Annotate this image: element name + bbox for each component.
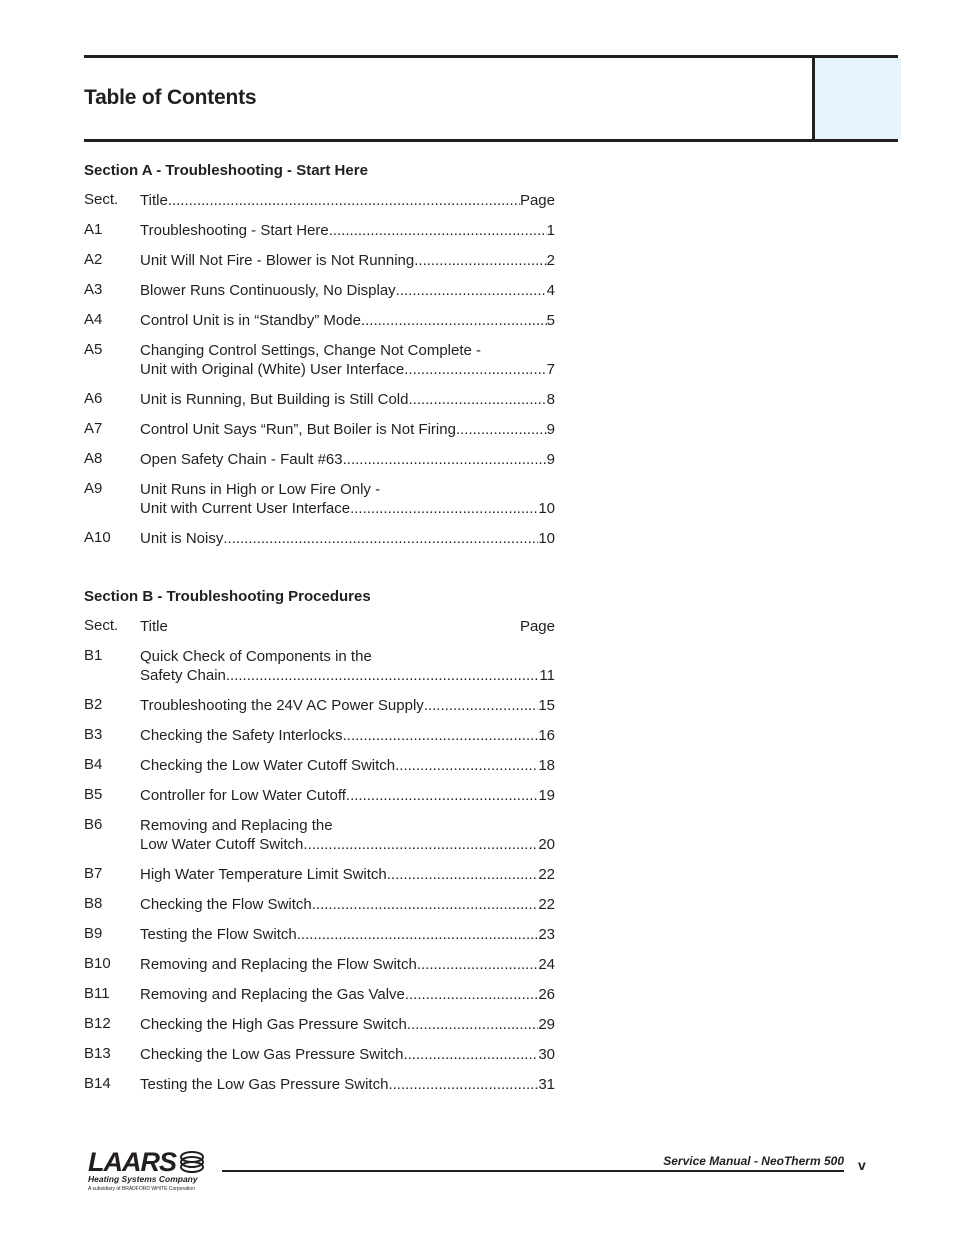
toc-entry xyxy=(84,251,555,270)
toc-entry-title xyxy=(140,311,555,330)
toc-entry-page: 19 xyxy=(538,787,555,804)
toc-entry-text: Quick Check of Components in the xyxy=(140,648,372,665)
footer-rule xyxy=(222,1170,844,1172)
toc-entry-sect: B3 xyxy=(84,726,103,743)
toc-entry-text: Open Safety Chain - Fault #63 xyxy=(140,451,343,468)
header-tab-box xyxy=(812,58,901,139)
toc-entry-title xyxy=(140,450,555,469)
toc-entry-line xyxy=(140,895,555,914)
section-b-toc xyxy=(84,617,555,1105)
dot-leader xyxy=(303,835,538,854)
toc-entry-title xyxy=(140,390,555,409)
toc-entry-page: 10 xyxy=(538,530,555,547)
toc-entry-title xyxy=(140,420,555,439)
toc-entry-text: Troubleshooting the 24V AC Power Supply xyxy=(140,697,424,714)
toc-entry-sect: A4 xyxy=(84,311,103,328)
toc-entry-line xyxy=(140,726,555,745)
dot-leader xyxy=(350,499,538,518)
toc-entry-title xyxy=(140,786,555,805)
toc-entry-page: 1 xyxy=(546,222,555,239)
toc-entry-line xyxy=(140,341,555,360)
toc-header-line xyxy=(140,191,555,210)
toc-entry-title xyxy=(140,647,555,685)
title-column-header: Title xyxy=(140,192,168,209)
toc-entry-sect: A9 xyxy=(84,480,103,497)
toc-entry-sect: A3 xyxy=(84,281,103,298)
toc-entry xyxy=(84,1075,555,1094)
toc-entry-text: Checking the Low Water Cutoff Switch xyxy=(140,757,396,774)
toc-header-entry xyxy=(140,191,555,210)
toc-entry xyxy=(84,726,555,745)
toc-entry-line xyxy=(140,1075,555,1094)
dot-leader xyxy=(396,281,547,300)
toc-entry xyxy=(84,925,555,944)
toc-entry-text: Checking the Flow Switch xyxy=(140,896,312,913)
toc-entry-text: Checking the High Gas Pressure Switch xyxy=(140,1016,407,1033)
toc-entry-text: Control Unit Says “Run”, But Boiler is Not Firing xyxy=(140,421,456,438)
toc-entry-page: 22 xyxy=(538,896,555,913)
toc-entry xyxy=(84,786,555,805)
toc-entry-title xyxy=(140,341,555,379)
toc-entry-text: High Water Temperature Limit Switch xyxy=(140,866,387,883)
toc-entry xyxy=(84,450,555,469)
toc-entry-text: Unit is Noisy xyxy=(140,530,224,547)
toc-entry-page: 24 xyxy=(538,956,555,973)
dot-leader xyxy=(297,925,539,944)
dot-leader xyxy=(424,696,539,715)
svg-text:LAARS: LAARS xyxy=(88,1147,176,1177)
toc-entry-title xyxy=(140,1015,555,1034)
dot-leader xyxy=(407,1015,539,1034)
toc-entry-line xyxy=(140,480,555,499)
dot-leader xyxy=(387,865,539,884)
title-column-header: Title xyxy=(140,618,168,635)
toc-entry-text: Unit is Running, But Building is Still Cold xyxy=(140,391,409,408)
toc-entry xyxy=(84,420,555,439)
toc-entry-title xyxy=(140,281,555,300)
toc-entry-sect: B10 xyxy=(84,955,111,972)
toc-entry-text: Low Water Cutoff Switch xyxy=(140,836,304,853)
toc-entry-text: Changing Control Settings, Change Not Complete - xyxy=(140,342,482,359)
dot-leader xyxy=(223,529,538,548)
toc-entry-sect: A6 xyxy=(84,390,103,407)
toc-entry-line xyxy=(140,835,555,854)
dot-leader xyxy=(329,221,547,240)
section-a-toc xyxy=(84,191,555,559)
toc-entry-text: Unit Will Not Fire - Blower is Not Running xyxy=(140,252,415,269)
toc-entry xyxy=(84,955,555,974)
toc-entry-sect: B6 xyxy=(84,816,103,833)
toc-entry-line xyxy=(140,696,555,715)
dot-leader xyxy=(456,420,547,439)
dot-leader xyxy=(404,360,546,379)
toc-entry-line xyxy=(140,985,555,1004)
toc-entry-line xyxy=(140,390,555,409)
toc-entry-text: Control Unit is in “Standby” Mode xyxy=(140,312,361,329)
toc-entry-sect: B1 xyxy=(84,647,103,664)
toc-header-row xyxy=(84,191,555,210)
toc-entry-page: 8 xyxy=(546,391,555,408)
header-bottom-rule xyxy=(84,139,898,142)
toc-header-line xyxy=(140,617,555,636)
dot-leader xyxy=(408,390,546,409)
toc-entry xyxy=(84,480,555,518)
toc-entry-text: Removing and Replacing the xyxy=(140,817,333,834)
toc-entry-line xyxy=(140,925,555,944)
toc-entry-sect: A10 xyxy=(84,529,111,546)
toc-entry-title xyxy=(140,816,555,854)
toc-entry xyxy=(84,816,555,854)
toc-entry-line xyxy=(140,756,555,775)
toc-entry xyxy=(84,529,555,548)
toc-entry-line xyxy=(140,281,555,300)
toc-entry-title xyxy=(140,529,555,548)
dot-leader xyxy=(346,786,538,805)
toc-entry-page: 29 xyxy=(538,1016,555,1033)
toc-entry-page: 23 xyxy=(538,926,555,943)
toc-entry-text: Removing and Replacing the Flow Switch xyxy=(140,956,417,973)
toc-entry-page: 15 xyxy=(538,697,555,714)
dot-leader xyxy=(405,985,538,1004)
toc-entry-sect: B14 xyxy=(84,1075,111,1092)
toc-entry xyxy=(84,756,555,775)
svg-text:A subsidiary of BRADFORD WHITE: A subsidiary of BRADFORD WHITE Corporation xyxy=(88,1186,195,1192)
section-b-heading: Section B - Troubleshooting Procedures xyxy=(84,588,371,605)
toc-entry-line xyxy=(140,499,555,518)
toc-entry-text: Controller for Low Water Cutoff xyxy=(140,787,346,804)
toc-entry-sect: B12 xyxy=(84,1015,111,1032)
toc-entry-line xyxy=(140,1045,555,1064)
toc-entry-line xyxy=(140,450,555,469)
dot-leader xyxy=(403,1045,538,1064)
toc-entry-page: 18 xyxy=(538,757,555,774)
toc-entry-line xyxy=(140,816,555,835)
toc-entry-line xyxy=(140,420,555,439)
svg-text:Heating Systems Company: Heating Systems Company xyxy=(88,1174,198,1184)
toc-entry-sect: A5 xyxy=(84,341,103,358)
toc-entry-sect: B2 xyxy=(84,696,103,713)
toc-entry-title xyxy=(140,985,555,1004)
toc-entry-title xyxy=(140,480,555,518)
toc-entry-sect: A8 xyxy=(84,450,103,467)
toc-entry-page: 16 xyxy=(538,727,555,744)
header-top-rule xyxy=(84,55,898,58)
toc-entry-title xyxy=(140,696,555,715)
toc-entry-line xyxy=(140,865,555,884)
toc-entry-page: 9 xyxy=(546,451,555,468)
toc-entry-title xyxy=(140,865,555,884)
toc-entry xyxy=(84,865,555,884)
toc-entry-line xyxy=(140,360,555,379)
dot-leader xyxy=(361,311,547,330)
toc-entry-title xyxy=(140,221,555,240)
toc-entry-line xyxy=(140,251,555,270)
toc-entry-page: 4 xyxy=(546,282,555,299)
toc-entry-page: 10 xyxy=(538,500,555,517)
page-title: Table of Contents xyxy=(84,86,257,109)
toc-entry-text: Safety Chain xyxy=(140,667,226,684)
dot-leader xyxy=(312,895,539,914)
toc-entry-sect: A1 xyxy=(84,221,103,238)
toc-entry-page: 11 xyxy=(539,667,555,684)
toc-entry-line xyxy=(140,955,555,974)
toc-entry-page: 30 xyxy=(538,1046,555,1063)
dot-leader xyxy=(343,450,547,469)
sect-column-header: Sect. xyxy=(84,191,119,208)
toc-entry xyxy=(84,281,555,300)
dot-leader xyxy=(414,251,546,270)
toc-entry-title xyxy=(140,756,555,775)
toc-entry xyxy=(84,311,555,330)
toc-entry-line xyxy=(140,221,555,240)
toc-entry-sect: B9 xyxy=(84,925,103,942)
toc-entry xyxy=(84,221,555,240)
footer-page-number: v xyxy=(858,1157,866,1173)
toc-entry xyxy=(84,895,555,914)
toc-entry-line xyxy=(140,666,555,685)
toc-entry-text: Checking the Safety Interlocks xyxy=(140,727,343,744)
toc-entry xyxy=(84,985,555,1004)
toc-entry-text: Checking the Low Gas Pressure Switch xyxy=(140,1046,404,1063)
toc-entry-title xyxy=(140,925,555,944)
toc-entry-page: 22 xyxy=(538,866,555,883)
toc-entry-title xyxy=(140,251,555,270)
toc-entry-page: 20 xyxy=(538,836,555,853)
toc-entry-sect: A7 xyxy=(84,420,103,437)
toc-entry-title xyxy=(140,895,555,914)
toc-entry-sect: B8 xyxy=(84,895,103,912)
toc-header-entry xyxy=(140,617,555,636)
footer-manual-title: Service Manual - NeoTherm 500 xyxy=(663,1154,844,1168)
toc-entry-page: 2 xyxy=(546,252,555,269)
toc-entry-title xyxy=(140,1045,555,1064)
toc-entry-line xyxy=(140,1015,555,1034)
toc-entry-page: 9 xyxy=(546,421,555,438)
toc-entry-sect: B5 xyxy=(84,786,103,803)
toc-entry-line xyxy=(140,786,555,805)
toc-entry-line xyxy=(140,529,555,548)
toc-entry-text: Unit with Current User Interface xyxy=(140,500,351,517)
toc-entry xyxy=(84,390,555,409)
toc-entry-sect: B13 xyxy=(84,1045,111,1062)
page-column-header: Page xyxy=(519,618,555,635)
toc-entry-text: Unit Runs in High or Low Fire Only - xyxy=(140,481,381,498)
toc-entry-page: 26 xyxy=(538,986,555,1003)
toc-entry-page: 5 xyxy=(546,312,555,329)
dot-leader xyxy=(226,666,540,685)
toc-header-row xyxy=(84,617,555,636)
toc-entry-page: 7 xyxy=(546,361,555,378)
toc-entry-text: Testing the Flow Switch xyxy=(140,926,297,943)
toc-entry-sect: B7 xyxy=(84,865,103,882)
sect-column-header: Sect. xyxy=(84,617,119,634)
toc-entry-text: Blower Runs Continuously, No Display xyxy=(140,282,396,299)
dot-leader xyxy=(395,756,538,775)
dot-leader xyxy=(168,191,520,210)
toc-entry xyxy=(84,1045,555,1064)
toc-entry xyxy=(84,341,555,379)
toc-entry-page: 31 xyxy=(538,1076,555,1093)
laars-logo xyxy=(86,1145,208,1193)
toc-entry xyxy=(84,647,555,685)
page-column-header: Page xyxy=(519,192,555,209)
toc-entry xyxy=(84,696,555,715)
toc-entry-title xyxy=(140,726,555,745)
dot-leader xyxy=(388,1075,538,1094)
toc-entry-title xyxy=(140,955,555,974)
toc-entry-sect: B11 xyxy=(84,985,110,1002)
toc-entry-text: Troubleshooting - Start Here xyxy=(140,222,329,239)
toc-entry-line xyxy=(140,647,555,666)
toc-entry-text: Testing the Low Gas Pressure Switch xyxy=(140,1076,389,1093)
toc-entry-text: Unit with Original (White) User Interface xyxy=(140,361,405,378)
section-a-heading: Section A - Troubleshooting - Start Here xyxy=(84,162,368,179)
toc-entry-sect: A2 xyxy=(84,251,103,268)
toc-entry-title xyxy=(140,1075,555,1094)
toc-entry-sect: B4 xyxy=(84,756,103,773)
dot-leader xyxy=(343,726,539,745)
dot-leader xyxy=(417,955,539,974)
toc-entry-text: Removing and Replacing the Gas Valve xyxy=(140,986,405,1003)
toc-entry-line xyxy=(140,311,555,330)
toc-entry xyxy=(84,1015,555,1034)
